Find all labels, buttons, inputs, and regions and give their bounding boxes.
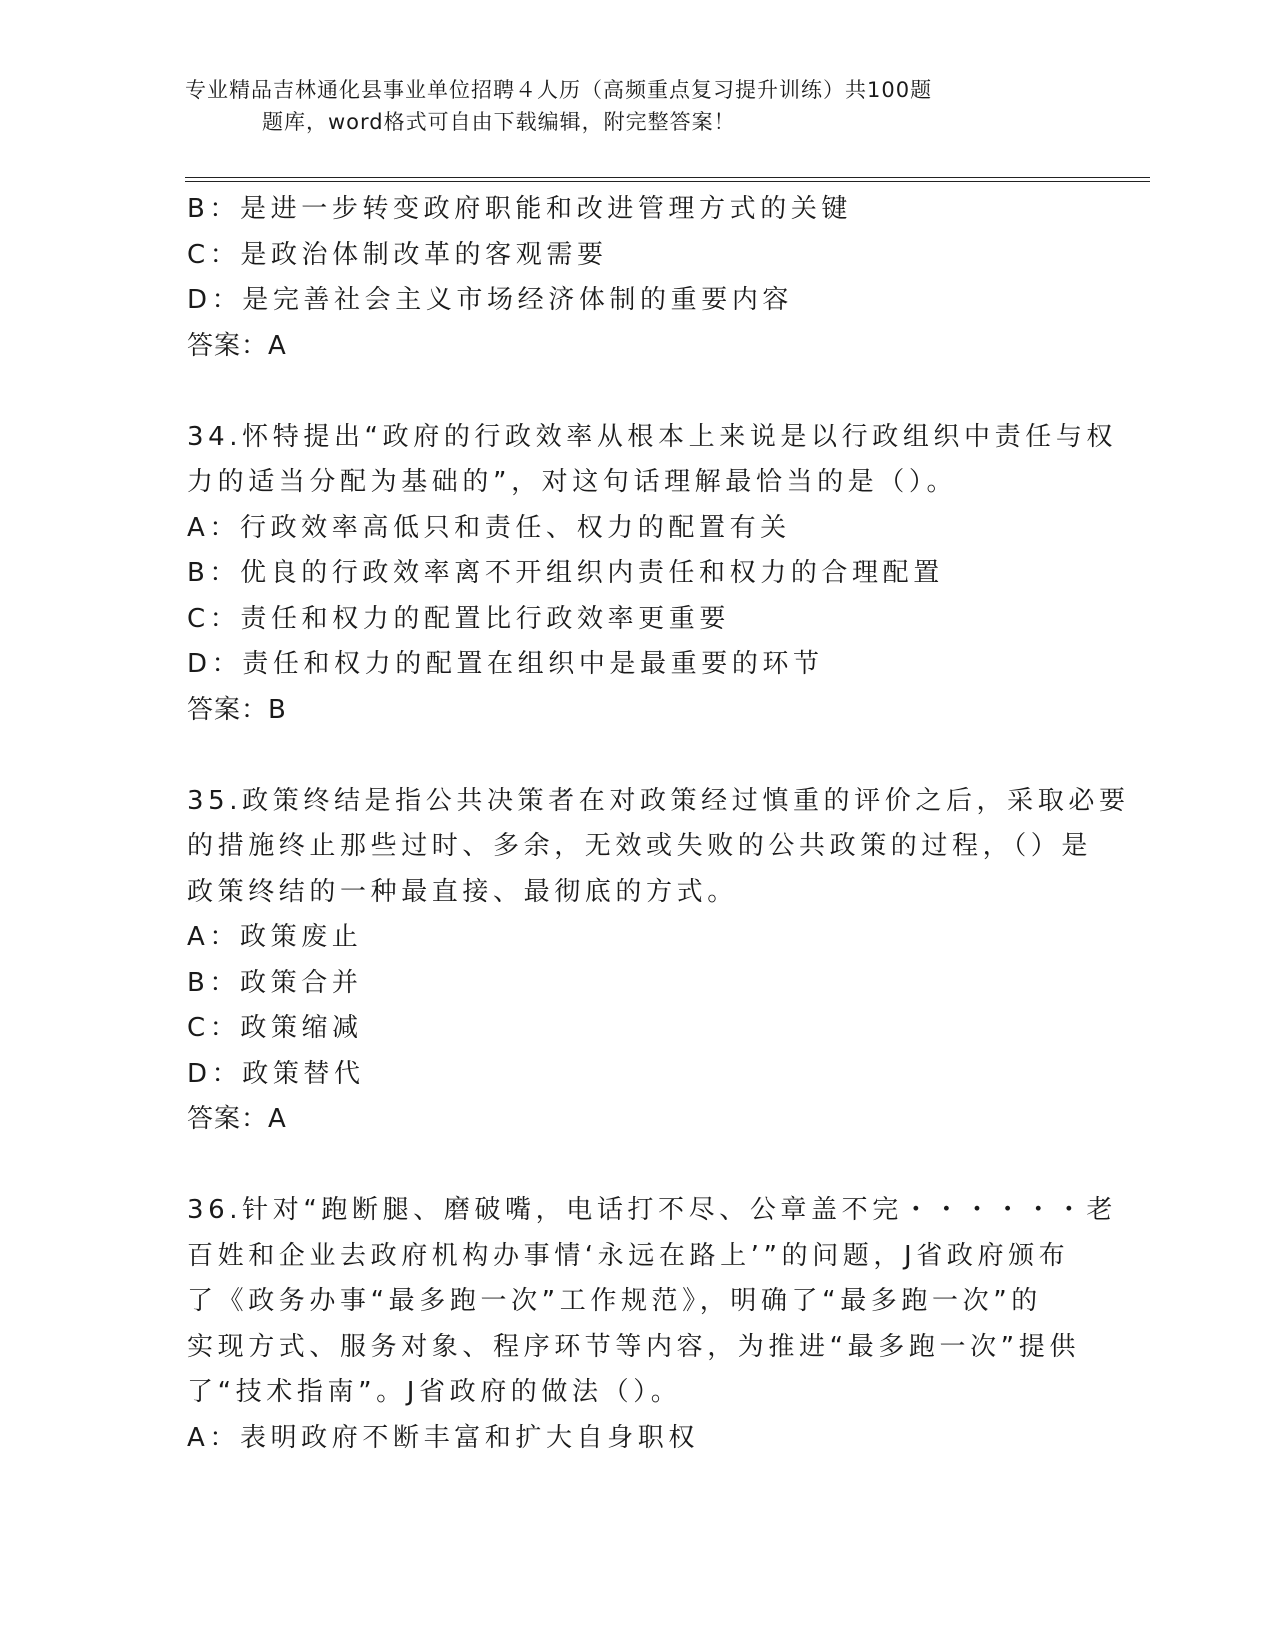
- question-text-line: 35.政策终结是指公共决策者在对政策经过慎重的评价之后，采取必要: [187, 785, 1130, 816]
- header-double-rule: [185, 177, 1150, 182]
- answer-line: 答案：A: [187, 1104, 287, 1134]
- question-33-continued: [187, 187, 1087, 369]
- option-b: B：是进一步转变政府职能和改进管理方式的关键: [187, 194, 853, 224]
- page-header: [185, 74, 1035, 138]
- option-c: C：是政治体制改革的客观需要: [187, 239, 608, 270]
- document-body: [187, 187, 1130, 1461]
- option-c: C：政策缩减: [187, 1013, 363, 1043]
- option-d: D：政策替代: [187, 1058, 365, 1089]
- option-c: C：责任和权力的配置比行政效率更重要: [187, 603, 730, 634]
- question-text-line: 了“技术指南”。J省政府的做法（）。: [187, 1377, 682, 1407]
- answer-line: 答案：B: [187, 694, 287, 725]
- question-text-line: 36.针对“跑断腿、磨破嘴，电话打不尽、公章盖不完・・・・・・老: [187, 1195, 1118, 1225]
- question-text-line: 实现方式、服务对象、程序环节等内容，为推进“最多跑一次”提供: [187, 1331, 1080, 1362]
- option-a: A：行政效率高低只和责任、权力的配置有关: [187, 512, 791, 543]
- header-title-line-1: 专业精品吉林通化县事业单位招聘４人历（高频重点复习提升训练）共100题: [185, 78, 933, 102]
- option-d: D：是完善社会主义市场经济体制的重要内容: [187, 285, 794, 315]
- question-text-line: 政策终结的一种最直接、最彻底的方式。: [187, 876, 738, 907]
- spacer: [187, 369, 1087, 415]
- question-text-line: 百姓和企业去政府机构办事情‘永远在路上’”的问题，J省政府颁布: [187, 1240, 1070, 1271]
- spacer: [187, 733, 1087, 779]
- header-title-line-2: 题库，word格式可自由下载编辑，附完整答案！: [262, 110, 736, 134]
- question-34: [187, 415, 1118, 734]
- answer-line: 答案：A: [187, 330, 287, 361]
- option-a: A：表明政府不断丰富和扩大自身职权: [187, 1422, 699, 1453]
- question-text-line: 力的适当分配为基础的”，对这句话理解最恰当的是（）。: [187, 467, 958, 497]
- option-a: A：政策废止: [187, 922, 363, 952]
- option-b: B：政策合并: [187, 967, 363, 998]
- spacer: [187, 1143, 1087, 1189]
- option-d: D：责任和权力的配置在组织中是最重要的环节: [187, 649, 824, 679]
- question-35: [187, 779, 1130, 1143]
- question-text-line: 的措施终止那些过时、多余，无效或失败的公共政策的过程，（）是: [187, 831, 1093, 861]
- question-text-line: 34.怀特提出“政府的行政效率从根本上来说是以行政组织中责任与权: [187, 421, 1118, 452]
- question-text-line: 了《政务办事“最多跑一次”工作规范》，明确了“最多跑一次”的: [187, 1286, 1042, 1316]
- option-b: B：优良的行政效率离不开组织内责任和权力的合理配置: [187, 558, 944, 588]
- question-36: [187, 1188, 1118, 1461]
